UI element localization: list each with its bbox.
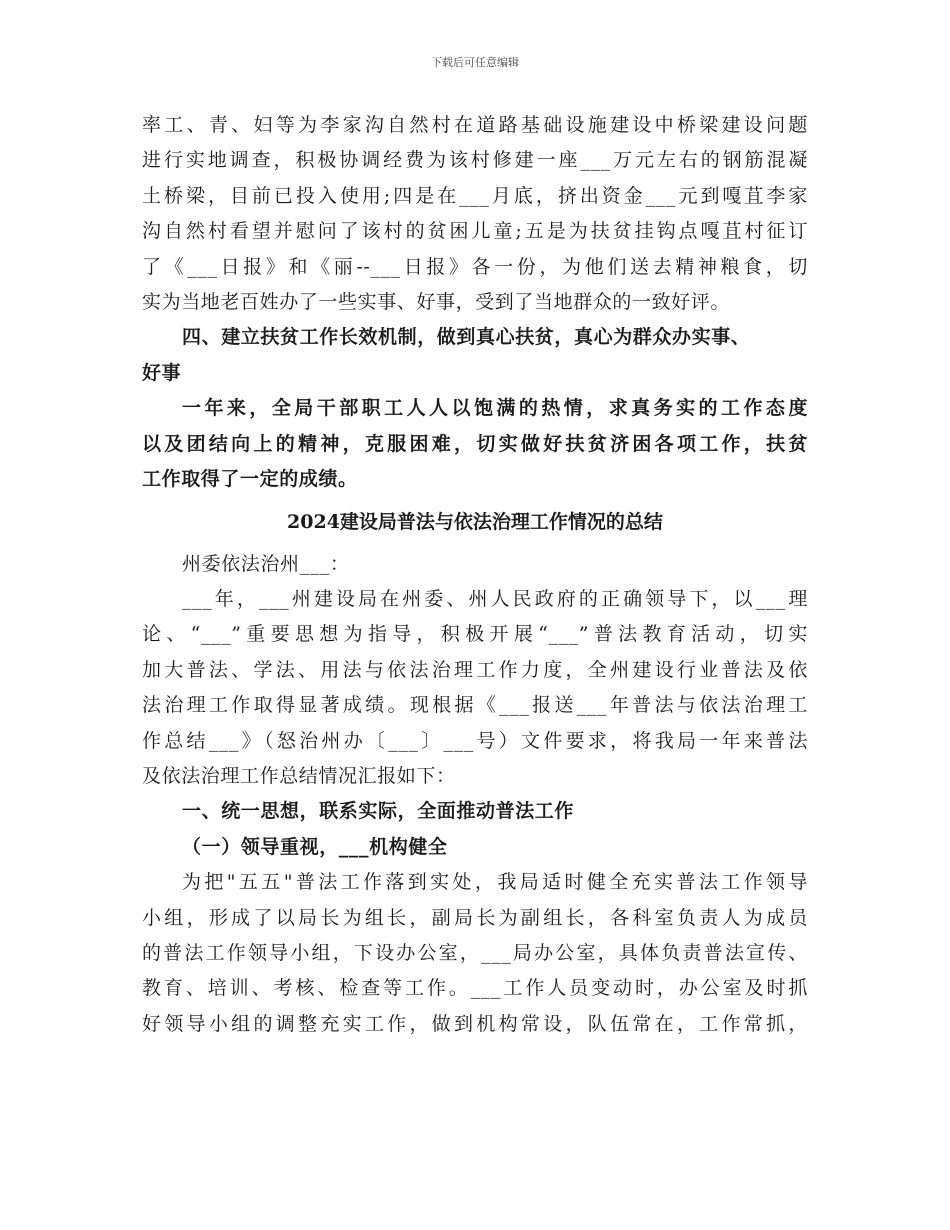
- section-heading-4-cont: 好事: [142, 361, 182, 384]
- page-header: 下载后可任意编辑: [431, 56, 519, 69]
- paragraph-line: 的普法工作领导小组，下设办公室，___局办公室，具体负责普法宣传、: [142, 941, 808, 964]
- summary-line: 一年来，全局干部职工人人以饱满的热情，求真务实的工作态度: [182, 397, 808, 420]
- section-heading-1: 一、统一思想，联系实际，全面推动普法工作: [182, 800, 575, 823]
- paragraph-line: 进行实地调查，积极协调经费为该村修建一座___万元左右的钢筋混凝: [142, 149, 808, 172]
- summary-line: 以及团结向上的精神，克服困难，切实做好扶贫济困各项工作，扶贫: [142, 432, 808, 455]
- section-heading-4: 四、建立扶贫工作长效机制，做到真心扶贫，真心为群众办实事、: [182, 326, 751, 349]
- intro-line: 作总结___》（怒治州办〔___〕___号）文件要求，将我局一年来普法: [142, 729, 808, 752]
- paragraph-line: 小组，形成了以局长为组长，副局长为副组长，各科室负责人为成员: [142, 906, 808, 929]
- intro-line: 及依法治理工作总结情况汇报如下：: [142, 765, 456, 788]
- intro-line: 法治理工作取得显著成绩。现根据《___报送___年普法与依法治理工: [142, 694, 808, 717]
- summary-line: 工作取得了一定的成绩。: [142, 467, 358, 490]
- subsection-heading-1: （一）领导重视，___机构健全: [182, 835, 448, 858]
- paragraph-line: 为把"五五"普法工作落到实处，我局适时健全充实普法工作领导: [182, 871, 808, 894]
- paragraph-line: 沟自然村看望并慰问了该村的贫困儿童;五是为扶贫挂钩点嘎苴村征订: [142, 220, 808, 243]
- salutation: 州委依法治州___：: [182, 552, 350, 575]
- paragraph-line: 实为当地老百姓办了一些实事、好事，受到了当地群众的一致好评。: [142, 290, 731, 313]
- intro-line: ___年，___州建设局在州委、州人民政府的正确领导下，以___理: [182, 588, 808, 611]
- paragraph-line: 土桥梁，目前已投入使用;四是在___月底，挤出资金___元到嘎苴李家: [142, 184, 808, 207]
- paragraph-line: 好领导小组的调整充实工作，做到机构常设，队伍常在，工作常抓，: [142, 1012, 808, 1035]
- paragraph-line: 教育、培训、考核、检查等工作。___工作人员变动时，办公室及时抓: [142, 977, 808, 1000]
- paragraph-line: 了《___日报》和《丽--___日报》各一份，为他们送去精神粮食，切: [142, 255, 808, 278]
- intro-line: 加大普法、学法、用法与依法治理工作力度，全州建设行业普法及依: [142, 658, 808, 681]
- paragraph-line: 率工、青、妇等为李家沟自然村在道路基础设施建设中桥梁建设问题: [142, 114, 808, 136]
- document-body: [142, 108, 808, 1042]
- document-title: 2024建设局普法与依法治理工作情况的总结: [287, 511, 663, 534]
- intro-line: 论、“___”重要思想为指导，积极开展“___”普法教育活动，切实: [142, 623, 808, 646]
